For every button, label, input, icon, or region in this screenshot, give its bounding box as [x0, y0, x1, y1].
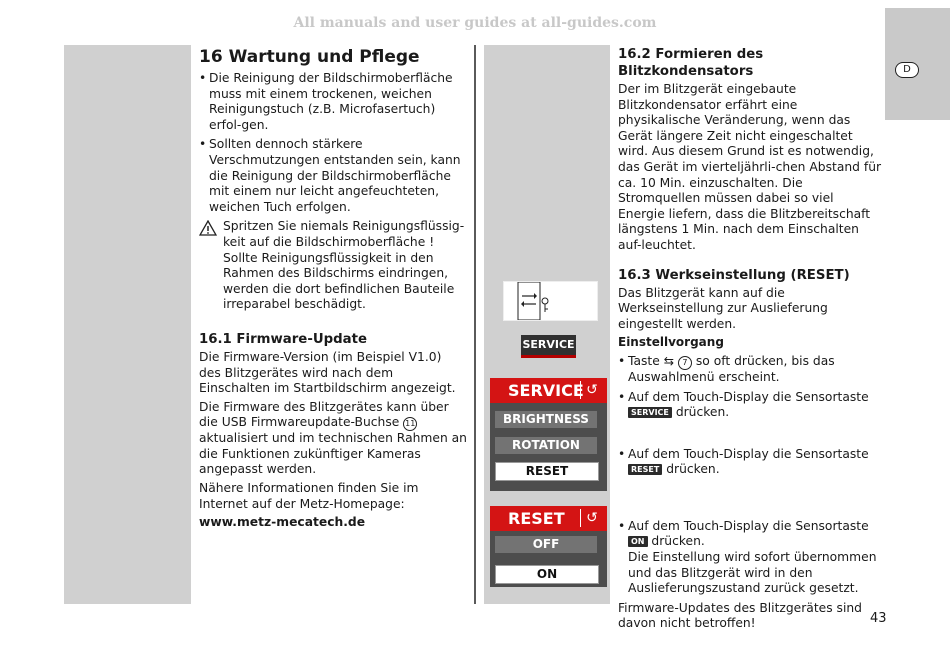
reset-heading: 16.3 Werkseinstellung (RESET)	[618, 267, 850, 283]
back-icon: ↺	[580, 509, 603, 527]
language-tab	[885, 8, 950, 120]
service-menu-screen	[490, 378, 607, 491]
step3-text-b: drücken.	[666, 462, 720, 477]
menu-item-brightness: BRIGHTNESS	[495, 411, 597, 428]
bullet-cleaning-wet: • Sollten dennoch stärkere Verschmutzungen entstanden sein, kann die Reinigung der Bildschirmoberfläche mit einem nur leicht angefeuchteten, weichen Tuch erfolgen.	[199, 137, 467, 215]
right-column	[618, 46, 882, 635]
back-icon: ↺	[580, 381, 603, 399]
step1-text-b: so oft drücken, bis das Auswahlmenü erscheint.	[628, 353, 835, 384]
firmware-update-text-a: Die Firmware des Blitzgerätes kann über die USB Firmwareupdate-Buchse	[199, 399, 449, 430]
reset-menu-title: RESET	[508, 509, 565, 528]
step4-text-c: Die Einstellung wird sofort übernommen und das Blitzgerät wird in den Auslieferungszustand zurück gesetzt.	[628, 550, 877, 596]
service-menu-title: SERVICE	[508, 381, 584, 400]
service-menu-header	[490, 378, 607, 403]
step-press-service	[618, 390, 882, 421]
firmware-update-text-b: aktualisiert und im technischen Rahmen an die Funktionen zukünftiger Kameras angepasst werden.	[199, 431, 467, 477]
step2-text-a: Auf dem Touch-Display die Sensortaste	[628, 389, 869, 404]
column-divider	[474, 45, 476, 604]
capacitor-heading: 16.2 Formieren des Blitzkondensators	[618, 47, 764, 79]
warning-text: Spritzen Sie niemals Reinigungsflüssig-keit auf die Bildschirmoberfläche ! Sollte Reinigungsflüssigkeit in den Rahmen des Bildschirms eindringen, werden die dort befindlichen Bauteile irreparabel beschädigt.	[223, 219, 465, 312]
step2-text-b: drücken.	[675, 405, 730, 420]
warning-icon	[199, 220, 217, 236]
firmware-unaffected-note: Firmware-Updates des Blitzgerätes sind davon nicht betroffen!	[618, 600, 862, 631]
service-tag: SERVICE	[521, 335, 576, 358]
usb-port-number: 11	[403, 417, 417, 431]
procedure-heading: Einstellvorgang	[618, 335, 724, 350]
capacitor-text: Der im Blitzgerät eingebaute Blitzkondensator erfährt eine physikalische Veränderung, wenn das Gerät längere Zeit nicht eingeschaltet wird. Aus diesem Grund ist es notwendig, das Gerät im vierteljährli-chen Abstand für ca. 10 Min. einzuschalten. Die Stromquellen müssen dabei so viel Energie liefern, dass die Blitzbereitschaft längstens 1 Min. nach dem Einschalten auf-leuchtet.	[618, 82, 882, 252]
step4-text-b: drücken.	[651, 534, 705, 549]
reset-menu-screen	[490, 506, 607, 587]
bullet-cleaning-dry: • Die Reinigung der Bildschirmoberfläche muss mit einem trockenen, weichen Reinigungstuch (z.B. Microfasertuch) erfol-gen.	[199, 71, 467, 133]
menu-item-reset: RESET	[495, 462, 599, 481]
homepage-link[interactable]: www.metz-mecatech.de	[199, 515, 366, 530]
key-number: 7	[678, 356, 692, 370]
homepage-info-text: Nähere Informationen finden Sie im Internet auf der Metz-Homepage:	[199, 481, 419, 511]
firmware-version-text: Die Firmware-Version (im Beispiel V1.0) des Blitzgerätes wird nach dem Einschalten im Startbildschirm angezeigt.	[199, 349, 456, 396]
step4-text-a: Auf dem Touch-Display die Sensortaste	[628, 518, 869, 533]
on-key-icon: ON	[628, 536, 648, 547]
step-press-reset	[618, 447, 882, 478]
section-title: 16 Wartung und Pflege	[199, 47, 420, 67]
language-badge: D	[895, 62, 919, 78]
step3-text-a: Auf dem Touch-Display die Sensortaste	[628, 446, 869, 461]
firmware-update-text	[199, 400, 467, 478]
step1-text-a: Taste	[628, 353, 660, 368]
service-key-icon: SERVICE	[628, 407, 672, 418]
step-press-on	[618, 519, 882, 597]
left-column	[199, 47, 467, 534]
reset-key-icon: RESET	[628, 464, 662, 475]
left-margin-panel	[64, 45, 191, 604]
reset-menu-header	[490, 506, 607, 531]
page-number: 43	[870, 611, 887, 626]
step-press-mode-key	[618, 354, 882, 386]
reset-intro-text: Das Blitzgerät kann auf die Werkseinstellung zur Auslieferung eingestellt werden.	[618, 285, 828, 331]
swap-arrows-icon: ⇆	[663, 353, 675, 368]
flash-back-panel-icon	[504, 282, 597, 320]
watermark: All manuals and user guides at all-guides.com	[293, 15, 657, 31]
menu-item-on: ON	[495, 565, 599, 584]
firmware-heading: 16.1 Firmware-Update	[199, 331, 368, 347]
menu-item-rotation: ROTATION	[495, 437, 597, 454]
menu-item-off: OFF	[495, 536, 597, 553]
flash-button-illustration	[503, 281, 598, 321]
warning-note	[199, 219, 467, 313]
